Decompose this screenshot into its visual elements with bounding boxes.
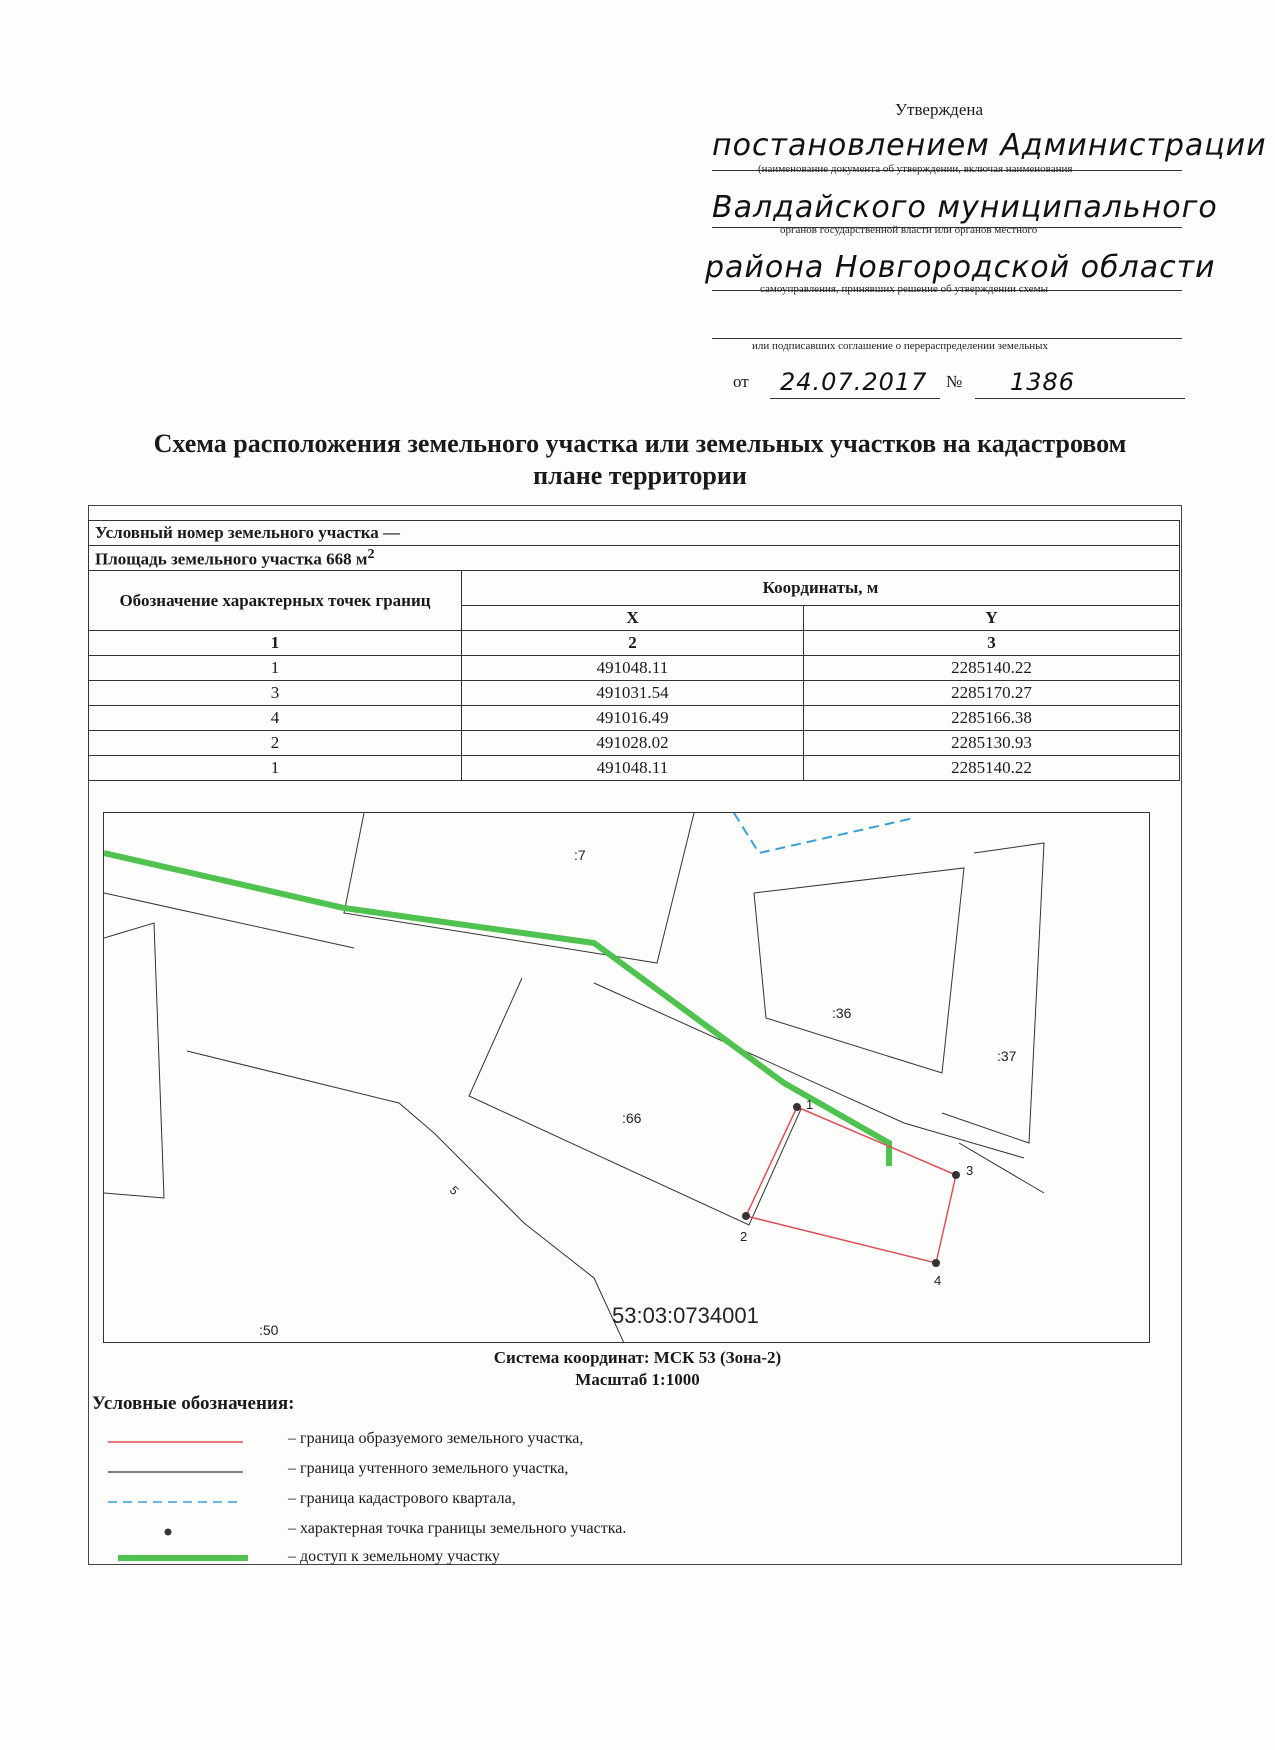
table-index-row	[89, 631, 1180, 656]
label-parcel-36: :36	[832, 1005, 852, 1021]
approval-date-underline	[770, 398, 940, 399]
plot-area-cell	[89, 546, 1180, 571]
table-row-number	[89, 521, 1180, 546]
legend-text: – граница образуемого земельного участка,	[288, 1430, 584, 1447]
scale-caption: Масштаб 1:1000	[575, 1370, 700, 1389]
coordinate-system-caption: Система координат: МСК 53 (Зона-2)	[493, 1348, 782, 1367]
approval-number-underline	[975, 398, 1185, 399]
approval-handwritten-line2: Валдайского муниципального	[712, 190, 1218, 225]
y-cell: 2285166.38	[803, 706, 1179, 731]
table-row-area	[89, 546, 1180, 571]
index-col-3: 3	[803, 631, 1179, 656]
legend-text: – граница учтенного земельного участка,	[288, 1460, 569, 1477]
label-parcel-37: :37	[997, 1048, 1017, 1064]
y-header: Y	[803, 606, 1179, 631]
new-parcel-boundary	[746, 1107, 956, 1263]
legend-sample-green-line	[108, 1546, 248, 1574]
approval-hint-line2: органов государственной власти или органов местного	[780, 224, 1038, 236]
plot-area-sup: 2	[367, 546, 375, 563]
x-cell: 491048.11	[462, 656, 804, 681]
approval-number: 1386	[1010, 368, 1076, 396]
legend-text: – граница кадастрового квартала,	[288, 1490, 516, 1507]
cadastral-map	[103, 812, 1150, 1343]
boundary-point-1	[793, 1103, 801, 1111]
x-header: X	[462, 606, 804, 631]
approval-date-prefix: от	[733, 372, 749, 391]
approval-handwritten-line3: района Новгородской области	[705, 250, 1216, 285]
point-cell: 4	[89, 706, 462, 731]
road-boundary-upper	[187, 1051, 624, 1342]
legend-sample-dot	[108, 1518, 248, 1546]
boundary-point-3	[952, 1171, 960, 1179]
legend-item-point	[108, 1518, 1008, 1548]
legend-sample-red-line	[108, 1428, 248, 1456]
label-quarter: 53:03:0734001	[612, 1303, 759, 1328]
plot-area-label: Площадь земельного участка 668 м	[95, 549, 368, 569]
coordinates-table	[88, 520, 1180, 781]
label-road: 5	[446, 1183, 462, 1198]
x-cell: 491016.49	[462, 706, 804, 731]
parcel-66-boundary	[469, 978, 801, 1225]
label-parcel-7: :7	[574, 847, 586, 863]
point-cell: 3	[89, 681, 462, 706]
road-boundary-mid	[594, 983, 1024, 1158]
boundary-point-2	[742, 1212, 750, 1220]
label-point-2: 2	[740, 1229, 748, 1244]
approval-hint-line4: или подписавших соглашение о перераспределении земельных	[752, 340, 1049, 352]
legend-sample-black-line	[108, 1458, 248, 1486]
x-cell: 491028.02	[462, 731, 804, 756]
legend-item-new-boundary	[108, 1428, 1008, 1458]
point-cell: 1	[89, 756, 462, 781]
approval-hint-line1: (наименование документа об утверждении, включая наименования	[758, 163, 1073, 175]
table-row	[89, 656, 1180, 681]
coords-header: Координаты, м	[462, 571, 1180, 606]
y-cell: 2285140.22	[803, 756, 1179, 781]
document-title: Схема расположения земельного участка или земельных участков на кадастровом плане территории	[153, 429, 1127, 490]
table-row	[89, 706, 1180, 731]
points-header: Обозначение характерных точек границ	[89, 571, 462, 631]
label-parcel-66: :66	[622, 1110, 642, 1126]
parcel-7-boundary	[344, 813, 694, 963]
table-row	[89, 681, 1180, 706]
legend-sample-blue-dashed	[108, 1488, 248, 1516]
map-svg	[104, 813, 1149, 1342]
label-point-3: 3	[966, 1163, 974, 1178]
label-parcel-50: :50	[259, 1322, 279, 1338]
parcel-50-boundary	[104, 923, 164, 1198]
legend-text: – характерная точка границы земельного участка.	[288, 1520, 627, 1537]
legend-item-existing-boundary	[108, 1458, 1008, 1488]
legend-item-quarter-boundary	[108, 1488, 1008, 1518]
table-header-row	[89, 571, 1180, 606]
approval-hint-line3: самоуправления, принявших решение об утверждении схемы	[760, 283, 1048, 295]
point-cell: 1	[89, 656, 462, 681]
approval-underline-4	[712, 338, 1182, 339]
plot-number-cell: Условный номер земельного участка —	[89, 521, 1180, 546]
approval-heading: Утверждена	[895, 100, 984, 119]
approval-handwritten-line1: постановлением Администрации	[712, 128, 1267, 163]
boundary-point-4	[932, 1259, 940, 1267]
y-cell: 2285170.27	[803, 681, 1179, 706]
legend-text: – доступ к земельному участку	[288, 1548, 500, 1565]
approval-date: 24.07.2017	[780, 368, 928, 396]
access-road-line	[104, 853, 889, 1166]
x-cell: 491031.54	[462, 681, 804, 706]
table-row	[89, 731, 1180, 756]
legend-title: Условные обозначения:	[92, 1393, 295, 1414]
approval-number-prefix: №	[946, 372, 963, 391]
quarter-boundary	[734, 813, 914, 853]
index-col-1: 1	[89, 631, 462, 656]
y-cell: 2285130.93	[803, 731, 1179, 756]
point-cell: 2	[89, 731, 462, 756]
y-cell: 2285140.22	[803, 656, 1179, 681]
parcel-36-boundary	[754, 868, 964, 1073]
parcel-37-boundary	[942, 843, 1044, 1143]
legend-item-access	[108, 1546, 1008, 1576]
index-col-2: 2	[462, 631, 804, 656]
label-point-4: 4	[934, 1273, 942, 1288]
x-cell: 491048.11	[462, 756, 804, 781]
label-point-1: 1	[806, 1097, 814, 1112]
table-row	[89, 756, 1180, 781]
